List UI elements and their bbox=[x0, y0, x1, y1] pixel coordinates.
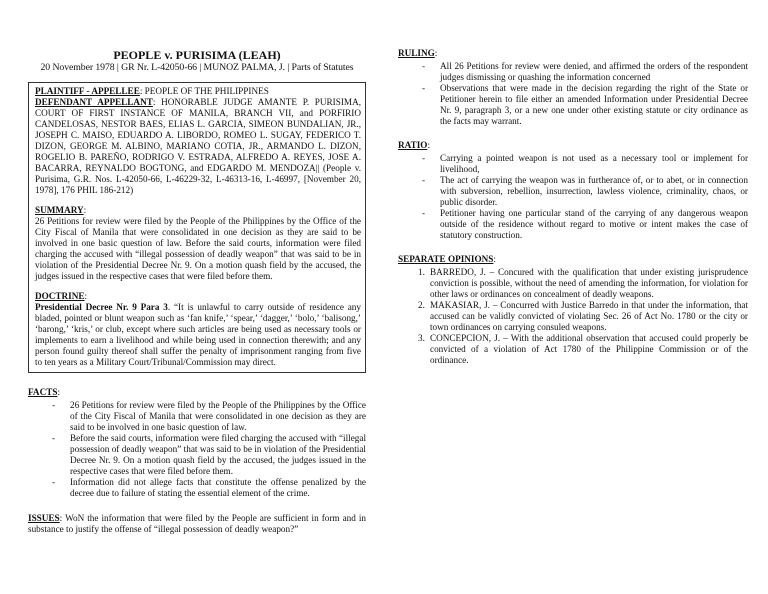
list-item: - Carrying a pointed weapon is not used as a necessary tool or implement for livelihood, bbox=[398, 153, 748, 175]
list-item: - Petitioner having one particular stand of the carrying of any dangerous weapon outside of the residence without regard to motive or intent makes the case of statutory construction. bbox=[398, 208, 748, 241]
separate-opinions-section bbox=[398, 254, 748, 366]
doctrine-body: . “It is unlawful to carry outside of residence any bladed, pointed or blunt weapon such as ‘fan knife,’ ‘spear,’ ‘dagger,’ ‘bolo,’ ‘balisong,’ ‘barong,’ ‘kris,’ or club, except where such articles are being used as necessary tools or implements to earn a livelihood and while being used in connection therewith; and any person found guilty thereof shall suffer the penalty of imprisonment ranging from five to ten years as a Military Court/Tribunal/Commission may direct. bbox=[35, 302, 361, 367]
defendant-label: DEFENDANT APPELLANT bbox=[35, 97, 153, 107]
issues-text: : WoN the information that were filed by the People are sufficient in form and in substance to justify the offense of “illegal possession of deadly weapon?” bbox=[28, 513, 366, 534]
plaintiff-block bbox=[35, 86, 361, 97]
list-item: 3. CONCEPCION, J. – With the additional observation that accused could properly be convicted of a violation of Act 1780 of the Philippine Commission or of the ordinance. bbox=[418, 333, 748, 365]
list-item: - All 26 Petitions for review were denied, and affirmed the orders of the respondent judges dismissing or quashing the information concerned bbox=[398, 61, 748, 83]
issues-label: ISSUES bbox=[28, 513, 60, 523]
ruling-section bbox=[398, 48, 748, 127]
case-title: PEOPLE v. PURISIMA (LEAH) bbox=[113, 48, 281, 62]
doctrine-lead: Presidential Decree Nr. 9 Para 3 bbox=[35, 302, 168, 312]
plaintiff-label: PLAINTIFF - APPELLEE bbox=[35, 86, 140, 96]
facts-section bbox=[28, 387, 366, 499]
list-item: - Observations that were made in the decision regarding the right of the State or Petitioner herein to file either an amended Information under Presidential Decree Nr. 9, paragraph 3, or a new one under other existing statute or city ordinance as the facts may warrant. bbox=[398, 83, 748, 127]
ratio-list bbox=[398, 153, 748, 241]
summary-heading: SUMMARY: bbox=[35, 205, 87, 215]
plaintiff-text: : PEOPLE OF THE PHILIPPINES bbox=[139, 86, 269, 96]
list-item: 1. BARREDO, J. – Concured with the qualification that under existing jurisprudence conviction is possible, without the need of amending the information, for violation for other laws or ordinances on concealment of deadly weapons. bbox=[418, 267, 748, 299]
doctrine-text bbox=[35, 302, 361, 368]
summary-text: 26 Petitions for review were filed by the People of the Philippines by the Office of the City Fiscal of Manila that were consolidated in one decision as they are said to be involved in one basic question of law. Before the said courts, information were filed charging the accused with “illegal possession of deadly weapon” that was said to be in violation of the Presidential Decree Nr. 9. On a motion quash field by the accused, the judges issued in the respective cases that were filed before them. bbox=[35, 216, 361, 281]
facts-heading: FACTS: bbox=[28, 387, 60, 397]
list-item: - 26 Petitions for review were filed by the People of the Philippines by the Office of the City Fiscal of Manila that were consolidated in one decision as they are said to be involved in one basic question of law. bbox=[28, 400, 366, 433]
list-item: 2. MAKASIAR, J. – Concurred with Justice Barredo in that under the information, that accused can be validly convicted of violating Sec. 26 of Act No. 1780 or the city or town ordinances on carrying consuled weapons. bbox=[418, 300, 748, 332]
doctrine-heading: DOCTRINE: bbox=[35, 291, 88, 301]
right-column bbox=[398, 0, 748, 366]
separate-opinions-list bbox=[398, 267, 748, 366]
ratio-heading: RATIO: bbox=[398, 140, 430, 150]
list-item: - Before the said courts, information were filed charging the accused with “illegal possession of deadly weapon” that was said to be in violation of the Presidential Decree Nr. 9. On a motion quash field by the accused, the judges issued in the respective cases that were filed before them. bbox=[28, 433, 366, 477]
issues-section bbox=[28, 513, 366, 535]
case-summary-box bbox=[28, 82, 366, 373]
ruling-list bbox=[398, 61, 748, 127]
case-subtitle: 20 November 1978 | GR Nr. L-42050-66 | MUNOZ PALMA, J. | Parts of Statutes bbox=[40, 62, 354, 73]
list-item: - Information did not allege facts that constitute the offense penalized by the decree due to failure of stating the essential element of the crime. bbox=[28, 477, 366, 499]
ratio-section bbox=[398, 140, 748, 241]
separate-opinions-heading: SEPARATE OPINIONS: bbox=[398, 254, 496, 264]
defendant-block bbox=[35, 97, 361, 196]
facts-list bbox=[28, 400, 366, 499]
defendant-text: : HONORABLE JUDGE AMANTE P. PURISIMA, COURT OF FIRST INSTANCE OF MANILA, BRANCH VII, and PORFIRIO CANDELOSAS, NESTOR BAES, ELIAS L. GARCIA, SIMEON BUNDALIAN, JR., JOSEPH C. MAISO, EDUARDO A. LIBORDO, ROMEO L. SUGAY, FEDERICO T. DIZON, GEORGE M. ALBINO, MARIANO COTIA, JR., ARMANDO L. DIZON, ROGELIO B. PAREÑO, RODRIGO V. ESTRADA, ALFREDO A. REYES, JOSE A. BACARRA, REYNALDO BOGTONG, and EDGARDO M. MENDOZA|| (People v. Purisima, G.R. Nos. L-42050-66, L-46229-32, L-46313-16, L-46997, [November 20, 1978], 176 PHIL 186-212) bbox=[35, 97, 361, 195]
left-column bbox=[28, 0, 366, 535]
ruling-heading: RULING: bbox=[398, 48, 438, 58]
list-item: - The act of carrying the weapon was in furtherance of, or to abet, or in connection with subversion, rebellion, insurrection, lawless violence, criminality, chaos, or public disorder. bbox=[398, 175, 748, 208]
